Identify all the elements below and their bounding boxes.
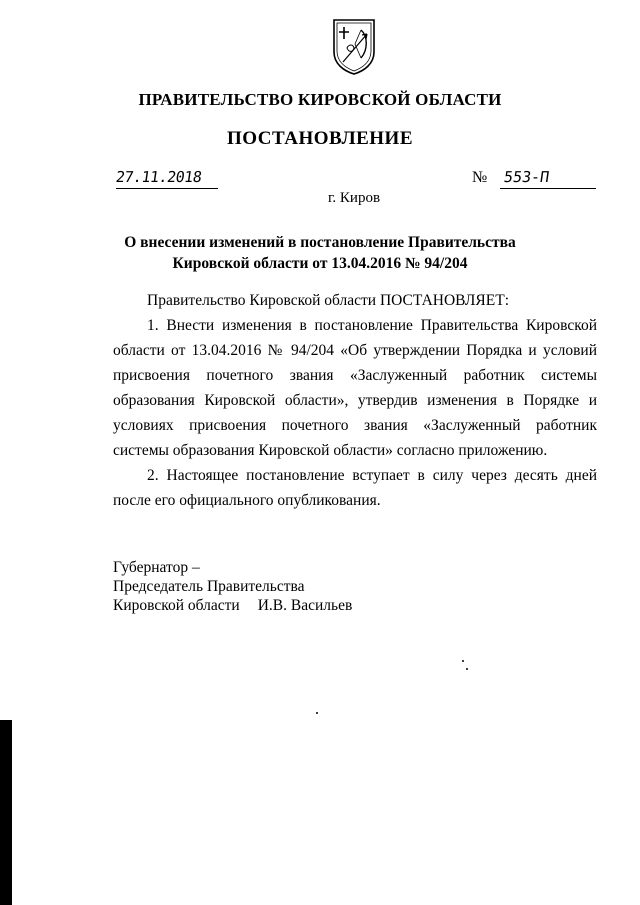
number-value: 553-П bbox=[502, 168, 551, 186]
clause-2: 2. Настоящее постановление вступает в силу через десять дней после его официального опубликования. bbox=[113, 467, 597, 509]
document-subject bbox=[0, 232, 640, 274]
coat-of-arms-icon bbox=[331, 18, 377, 76]
document-type: ПОСТАНОВЛЕНИЕ bbox=[226, 128, 414, 149]
signature-line-3 bbox=[113, 596, 352, 615]
clause-1: 1. Внести изменения в постановление Правительства Кировской области от 13.04.2016 № 94/204 «Об утверждении Порядка и условий присвоения почетного звания «Заслуженный работник системы образования Кировской области», утвердив изменения в Порядке и условиях присвоения почетного звания «Заслуженный работник системы образования Кировской области» согласно приложению. bbox=[113, 317, 597, 459]
subject-line-2: Кировской области от 13.04.2016 № 94/204 bbox=[172, 255, 468, 272]
signature-line-1: Губернатор – bbox=[113, 559, 200, 576]
number-underline bbox=[500, 188, 596, 189]
scan-margin-bar bbox=[0, 720, 12, 905]
signature-block bbox=[113, 558, 352, 615]
document-body bbox=[113, 288, 597, 513]
scan-speck bbox=[462, 660, 464, 662]
decree-statement: Правительство Кировской области ПОСТАНОВЛЯЕТ: bbox=[147, 292, 510, 309]
document-date bbox=[116, 168, 218, 190]
subject-line-1: О внесении изменений в постановление Правительства bbox=[124, 234, 516, 251]
scan-speck bbox=[466, 668, 468, 670]
date-underline bbox=[116, 188, 218, 189]
signature-line-2: Председатель Правительства bbox=[113, 578, 305, 595]
number-sign: № bbox=[472, 169, 488, 186]
document-number bbox=[472, 168, 596, 190]
signature-region: Кировской области bbox=[113, 597, 240, 614]
city: г. Киров bbox=[327, 190, 381, 206]
scan-speck bbox=[316, 712, 318, 714]
date-value: 27.11.2018 bbox=[114, 168, 203, 186]
government-title: ПРАВИТЕЛЬСТВО КИРОВСКОЙ ОБЛАСТИ bbox=[138, 90, 502, 109]
signatory-name: И.В. Васильев bbox=[257, 597, 353, 614]
